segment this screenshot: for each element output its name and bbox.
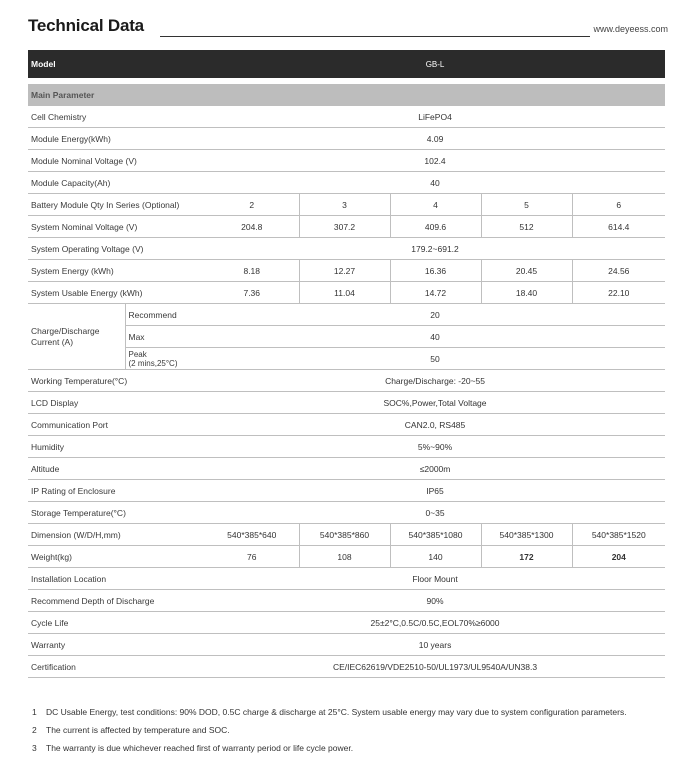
section-header xyxy=(28,84,665,106)
current-sub-label xyxy=(125,348,205,370)
spec-cell: 540*385*1080 xyxy=(390,524,481,546)
current-sub-label: Recommend xyxy=(125,304,205,326)
spec-cell: 540*385*860 xyxy=(299,524,390,546)
model-row xyxy=(28,50,665,78)
spec-label: Installation Location xyxy=(28,568,205,590)
spec-cell: 2 xyxy=(205,194,299,216)
spec-value: 50 xyxy=(205,348,665,370)
spec-cell: 409.6 xyxy=(390,216,481,238)
footnote xyxy=(32,739,627,757)
spec-cell: 204.8 xyxy=(205,216,299,238)
spec-row xyxy=(28,238,665,260)
spec-row xyxy=(28,370,665,392)
spec-cell: 14.72 xyxy=(390,282,481,304)
footnote xyxy=(32,721,627,739)
spec-label: Storage Temperature(°C) xyxy=(28,502,205,524)
spec-cell: 540*385*1520 xyxy=(572,524,665,546)
spec-row xyxy=(28,304,665,326)
spec-row xyxy=(28,128,665,150)
section-title: Main Parameter xyxy=(28,84,665,106)
spec-value: 40 xyxy=(205,172,665,194)
spec-value: 5%~90% xyxy=(205,436,665,458)
spec-label: Battery Module Qty In Series (Optional) xyxy=(28,194,205,216)
spec-label: Communication Port xyxy=(28,414,205,436)
spec-cell: 22.10 xyxy=(572,282,665,304)
footnotes xyxy=(32,703,627,757)
spec-row xyxy=(28,634,665,656)
spec-row xyxy=(28,656,665,678)
spec-label: System Operating Voltage (V) xyxy=(28,238,205,260)
spec-cell: 204 xyxy=(572,546,665,568)
spec-value: LiFePO4 xyxy=(205,106,665,128)
spec-value: 102.4 xyxy=(205,150,665,172)
spec-value: 4.09 xyxy=(205,128,665,150)
technical-data-table xyxy=(28,50,665,678)
spec-cell: 12.27 xyxy=(299,260,390,282)
spec-row xyxy=(28,216,665,238)
spec-cell: 172 xyxy=(481,546,572,568)
footnote-text: DC Usable Energy, test conditions: 90% DOD, 0.5C charge & discharge at 25°C. System usable energy may vary due to system configuration parameters. xyxy=(46,707,627,717)
spec-row xyxy=(28,150,665,172)
spec-cell: 307.2 xyxy=(299,216,390,238)
spec-value: 179.2~691.2 xyxy=(205,238,665,260)
spec-value: IP65 xyxy=(205,480,665,502)
title-rule xyxy=(160,36,590,37)
spec-row xyxy=(28,568,665,590)
website-url: www.deyeess.com xyxy=(593,24,668,34)
spec-label: Recommend Depth of Discharge xyxy=(28,590,205,612)
spec-cell: 140 xyxy=(390,546,481,568)
spec-row xyxy=(28,260,665,282)
footnote-text: The warranty is due whichever reached first of warranty period or life cycle power. xyxy=(46,743,354,753)
footnote-number: 1 xyxy=(32,707,37,717)
spec-row xyxy=(28,480,665,502)
spec-row xyxy=(28,414,665,436)
page-header xyxy=(28,16,668,40)
spec-row xyxy=(28,524,665,546)
spec-label: Module Energy(kWh) xyxy=(28,128,205,150)
page-title: Technical Data xyxy=(28,16,144,35)
spec-label: Module Capacity(Ah) xyxy=(28,172,205,194)
spec-value: Floor Mount xyxy=(205,568,665,590)
spec-cell: 4 xyxy=(390,194,481,216)
spec-row xyxy=(28,458,665,480)
spec-label: System Nominal Voltage (V) xyxy=(28,216,205,238)
spec-label: Cell Chemistry xyxy=(28,106,205,128)
spec-label: Humidity xyxy=(28,436,205,458)
spec-value: SOC%,Power,Total Voltage xyxy=(205,392,665,414)
spec-label: Dimension (W/D/H,mm) xyxy=(28,524,205,546)
spec-cell: 8.18 xyxy=(205,260,299,282)
model-label: Model xyxy=(28,50,205,78)
footnote-text: The current is affected by temperature and SOC. xyxy=(46,725,230,735)
spec-label: LCD Display xyxy=(28,392,205,414)
footnote-number: 2 xyxy=(32,725,37,735)
spec-row xyxy=(28,612,665,634)
spec-value: 90% xyxy=(205,590,665,612)
peak-condition: (2 mins,25°C) xyxy=(128,358,178,368)
spec-value: ≤2000m xyxy=(205,458,665,480)
spec-label: System Energy (kWh) xyxy=(28,260,205,282)
spec-label: IP Rating of Enclosure xyxy=(28,480,205,502)
spec-value: CE/IEC62619/VDE2510-50/UL1973/UL9540A/UN38.3 xyxy=(205,656,665,678)
peak-label: Peak xyxy=(128,349,147,359)
spec-label: Altitude xyxy=(28,458,205,480)
spec-cell: 11.04 xyxy=(299,282,390,304)
spec-row xyxy=(28,282,665,304)
spec-label: Module Nominal Voltage (V) xyxy=(28,150,205,172)
spec-cell: 16.36 xyxy=(390,260,481,282)
spec-row xyxy=(28,590,665,612)
spec-row xyxy=(28,546,665,568)
spec-label: System Usable Energy (kWh) xyxy=(28,282,205,304)
spec-row xyxy=(28,502,665,524)
spec-value: 20 xyxy=(205,304,665,326)
spec-cell: 5 xyxy=(481,194,572,216)
spec-label: Warranty xyxy=(28,634,205,656)
spec-value: 25±2°C,0.5C/0.5C,EOL70%≥6000 xyxy=(205,612,665,634)
spec-cell: 614.4 xyxy=(572,216,665,238)
spec-row xyxy=(28,106,665,128)
spec-label: Cycle Life xyxy=(28,612,205,634)
spec-row xyxy=(28,194,665,216)
spec-cell: 540*385*640 xyxy=(205,524,299,546)
current-sub-label: Max xyxy=(125,326,205,348)
spec-value: 40 xyxy=(205,326,665,348)
spec-cell: 540*385*1300 xyxy=(481,524,572,546)
spec-cell: 108 xyxy=(299,546,390,568)
spec-value: Charge/Discharge: -20~55 xyxy=(205,370,665,392)
spec-cell: 24.56 xyxy=(572,260,665,282)
spec-row xyxy=(28,392,665,414)
spec-row xyxy=(28,172,665,194)
spec-cell: 6 xyxy=(572,194,665,216)
spec-cell: 20.45 xyxy=(481,260,572,282)
spec-value: 10 years xyxy=(205,634,665,656)
current-label: Charge/Discharge Current (A) xyxy=(28,304,125,370)
spec-cell: 512 xyxy=(481,216,572,238)
spec-cell: 3 xyxy=(299,194,390,216)
footnote xyxy=(32,703,627,721)
spec-label: Certification xyxy=(28,656,205,678)
spec-value: CAN2.0, RS485 xyxy=(205,414,665,436)
spec-label: Weight(kg) xyxy=(28,546,205,568)
spec-cell: 76 xyxy=(205,546,299,568)
model-value: GB-L xyxy=(205,50,665,78)
spec-cell: 7.36 xyxy=(205,282,299,304)
spec-row xyxy=(28,436,665,458)
spec-cell: 18.40 xyxy=(481,282,572,304)
spec-label: Working Temperature(°C) xyxy=(28,370,205,392)
footnote-number: 3 xyxy=(32,743,37,753)
spec-value: 0~35 xyxy=(205,502,665,524)
